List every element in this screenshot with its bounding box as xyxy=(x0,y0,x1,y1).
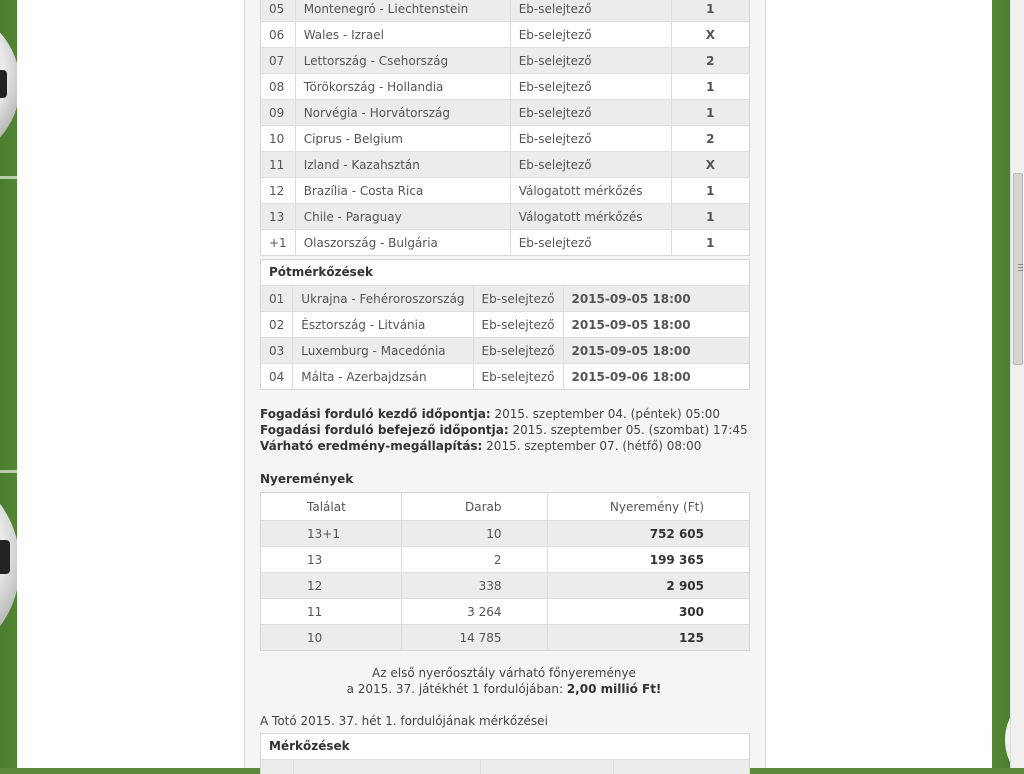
table-row xyxy=(261,48,749,74)
table-row xyxy=(261,100,749,126)
round-start-value: 2015. szeptember 04. (péntek) 05:00 xyxy=(490,407,721,421)
match-number: 02 xyxy=(261,312,293,338)
prize-count: 3 264 xyxy=(401,599,547,625)
match-type: Eb-selejtező xyxy=(473,364,563,390)
match-teams: Olaszország - Bulgária xyxy=(295,230,510,256)
prize-count: 338 xyxy=(401,573,547,599)
round-end xyxy=(260,422,748,438)
match-teams: Törökország - Hollandia xyxy=(295,74,510,100)
match-date: 2015-09-05 18:00 xyxy=(563,286,749,312)
match-type: Eb-selejtező xyxy=(473,312,563,338)
match-teams: Wales - Izrael xyxy=(295,22,510,48)
backup-matches-box xyxy=(260,259,750,390)
table-row xyxy=(261,625,749,651)
jackpot-line1: Az első nyerőosztály várható főnyereménye xyxy=(372,666,636,680)
match-result: 1 xyxy=(671,100,749,126)
round-info xyxy=(260,406,748,454)
match-result: 1 xyxy=(671,204,749,230)
matches-table xyxy=(260,0,750,256)
round-end-value: 2015. szeptember 05. (szombat) 17:45 xyxy=(508,423,748,437)
vertical-scrollbar[interactable] xyxy=(1010,0,1024,768)
table-row xyxy=(261,286,749,312)
match-number: 09 xyxy=(261,100,295,126)
match-teams: Ukrajna - Fehéroroszország xyxy=(293,286,473,312)
match-teams: Észtország - Litvánia xyxy=(293,312,473,338)
jackpot-line2 xyxy=(260,681,748,697)
table-row xyxy=(261,521,749,547)
match-result: 1 xyxy=(671,178,749,204)
prize-hits: 11 xyxy=(261,599,401,625)
page-margin-right xyxy=(764,0,992,768)
prizes-list xyxy=(261,493,749,650)
match-teams: Málta - Azerbajdzsán xyxy=(293,364,473,390)
match-teams: Chile - Paraguay xyxy=(295,204,510,230)
match-type: Eb-selejtező xyxy=(510,100,671,126)
match-type: Eb-selejtező xyxy=(510,230,671,256)
match-number: +1 xyxy=(261,230,295,256)
jackpot-line2-text: a 2015. 37. játékhét 1 fordulójában: xyxy=(346,682,567,696)
table-row xyxy=(261,599,749,625)
match-type: Eb-selejtező xyxy=(473,338,563,364)
prize-count: 2 xyxy=(401,547,547,573)
match-result: 1 xyxy=(671,230,749,256)
match-number: 05 xyxy=(261,0,295,22)
result-date-label: Várható eredmény-megállapítás: xyxy=(260,439,483,453)
match-result: X xyxy=(671,22,749,48)
result-date xyxy=(260,438,748,454)
table-row xyxy=(261,22,749,48)
prizes-header-row xyxy=(261,493,749,521)
prizes-table xyxy=(260,492,750,651)
result-date-value: 2015. szeptember 07. (hétfő) 08:00 xyxy=(482,439,702,453)
next-round-caption: A Totó 2015. 37. hét 1. fordulójának mérkőzései xyxy=(260,714,548,728)
match-teams: Brazília - Costa Rica xyxy=(295,178,510,204)
match-teams: Izland - Kazahsztán xyxy=(295,152,510,178)
match-number: 08 xyxy=(261,74,295,100)
prizes-title: Nyeremények xyxy=(260,472,354,486)
table-row xyxy=(261,312,749,338)
match-number: 10 xyxy=(261,126,295,152)
match-teams: Montenegró - Liechtenstein xyxy=(295,0,510,22)
prize-hits: 10 xyxy=(261,625,401,651)
match-number: 01 xyxy=(261,286,293,312)
table-row xyxy=(261,204,749,230)
round-end-label: Fogadási forduló befejező időpontja: xyxy=(260,423,509,437)
table-row xyxy=(261,230,749,256)
prize-amount: 199 365 xyxy=(547,547,749,573)
match-teams: Ciprus - Belgium xyxy=(295,126,510,152)
table-row xyxy=(261,152,749,178)
match-date: 2015-09-06 18:00 xyxy=(563,364,749,390)
prize-hits: 13 xyxy=(261,547,401,573)
match-type: Eb-selejtező xyxy=(510,126,671,152)
match-result: 2 xyxy=(671,48,749,74)
prize-hits: 12 xyxy=(261,573,401,599)
match-date: 2015-09-05 18:00 xyxy=(563,338,749,364)
match-number: 07 xyxy=(261,48,295,74)
table-row xyxy=(261,573,749,599)
prize-amount: 300 xyxy=(547,599,749,625)
table-row xyxy=(261,547,749,573)
match-number: 04 xyxy=(261,364,293,390)
prize-amount: 125 xyxy=(547,625,749,651)
backup-matches-list xyxy=(261,285,749,389)
match-teams: Norvégia - Horvátország xyxy=(295,100,510,126)
prize-amount: 2 905 xyxy=(547,573,749,599)
table-row xyxy=(261,74,749,100)
match-number: 12 xyxy=(261,178,295,204)
match-type: Válogatott mérkőzés xyxy=(510,178,671,204)
table-row xyxy=(261,338,749,364)
match-number: 11 xyxy=(261,152,295,178)
matches-list xyxy=(261,0,749,255)
column-header-amount: Nyeremény (Ft) xyxy=(547,493,749,521)
round-start-label: Fogadási forduló kezdő időpontja: xyxy=(260,407,491,421)
scrollbar-thumb[interactable] xyxy=(1013,173,1023,365)
prize-amount: 752 605 xyxy=(547,521,749,547)
match-number: 06 xyxy=(261,22,295,48)
page-margin-left xyxy=(17,0,244,768)
backup-matches-title: Pótmérkőzések xyxy=(261,260,749,285)
match-type: Válogatott mérkőzés xyxy=(510,204,671,230)
jackpot-note xyxy=(260,665,748,697)
next-matches-title: Mérkőzések xyxy=(261,734,749,759)
prize-count: 10 xyxy=(401,521,547,547)
prize-hits: 13+1 xyxy=(261,521,401,547)
next-matches-header-row xyxy=(261,759,749,774)
match-type: Eb-selejtező xyxy=(510,152,671,178)
match-number: 03 xyxy=(261,338,293,364)
match-type: Eb-selejtező xyxy=(510,74,671,100)
table-row xyxy=(261,178,749,204)
prize-count: 14 785 xyxy=(401,625,547,651)
match-type: Eb-selejtező xyxy=(510,48,671,74)
table-row xyxy=(261,0,749,22)
match-type: Eb-selejtező xyxy=(510,22,671,48)
table-row xyxy=(261,126,749,152)
table-row xyxy=(261,364,749,390)
match-result: X xyxy=(671,152,749,178)
round-start xyxy=(260,406,748,422)
jackpot-amount: 2,00 millió Ft! xyxy=(566,682,662,696)
match-number: 13 xyxy=(261,204,295,230)
match-date: 2015-09-05 18:00 xyxy=(563,312,749,338)
match-teams: Luxemburg - Macedónia xyxy=(293,338,473,364)
match-teams: Lettország - Csehország xyxy=(295,48,510,74)
match-type: Eb-selejtező xyxy=(473,286,563,312)
match-result: 2 xyxy=(671,126,749,152)
match-result: 1 xyxy=(671,74,749,100)
column-header-count: Darab xyxy=(401,493,547,521)
match-result: 1 xyxy=(671,0,749,22)
column-header-hits: Találat xyxy=(261,493,401,521)
match-type: Eb-selejtező xyxy=(510,0,671,22)
